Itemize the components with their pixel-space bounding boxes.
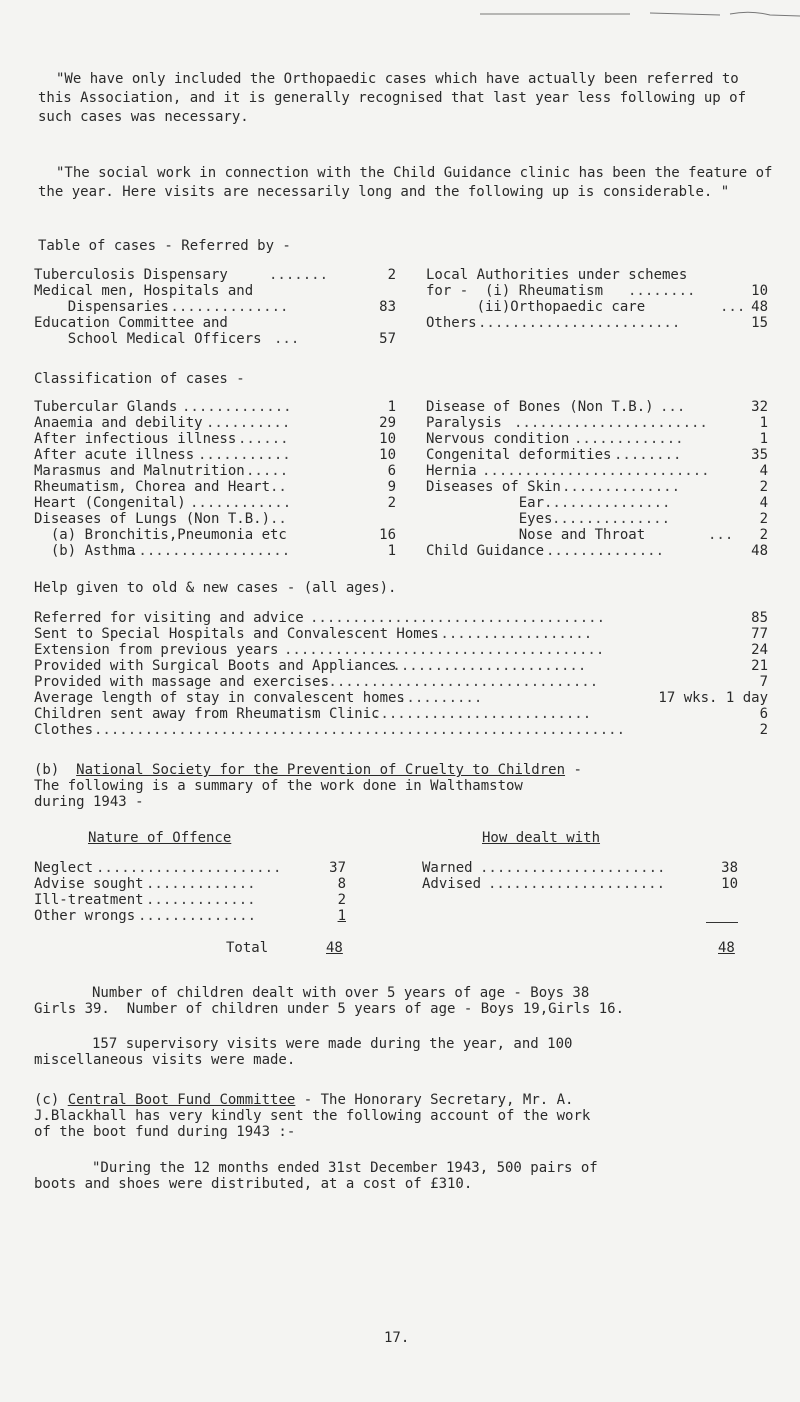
item-value: 17 wks. 1 day [658,690,768,706]
item-value: 29 [379,415,396,431]
item-label: School Medical Officers [34,331,262,347]
nspcc-summary-line: The following is a summary of the work done in Walthamstow [34,778,523,794]
item-value: 9 [387,479,396,495]
list-item: (b) Asthma ................... 1 [34,543,396,559]
item-label: Congenital deformities [426,447,612,463]
item-label: Average length of stay in convalescent homes [34,690,405,706]
list-item: Anaemia and debility .......... 29 [34,415,396,431]
classification-heading: Classification of cases - [34,371,245,387]
list-item: Dispensaries ............... 83 [34,299,396,315]
item-label: Diseases of Skin [426,479,561,495]
item-label: Ear [426,495,545,511]
list-item: Hernia ........................... 4 [426,463,768,479]
boot-fund-title: Central Boot Fund Committee [67,1092,296,1108]
item-value: 37 [329,860,346,876]
list-item: Diseases of Skin .............. 2 [426,479,768,495]
offence-column-heading: Nature of Offence [88,830,232,846]
item-value: 83 [379,299,396,315]
item-label: Nose and Throat [426,527,646,543]
list-item: After infectious illness ...... 10 [34,431,396,447]
list-item: Average length of stay in convalescent homes .......... 17 wks. 1 day [34,690,768,706]
list-item: School Medical Officers ... 57 [34,331,396,347]
list-item: Nose and Throat ... 2 [426,527,768,543]
item-label: Tubercular Glands [34,399,178,415]
list-item: Child Guidance .............. 48 [426,543,768,559]
visits-line: 157 supervisory visits were made during the year, and 100 [92,1036,573,1052]
list-item: Others ........................ 15 [426,315,768,331]
item-label: Dispensaries [34,299,169,315]
list-item: (ii)Orthopaedic care ... 48 [426,299,768,315]
item-value: 35 [751,447,768,463]
item-value: 4 [759,495,768,511]
item-label: Anaemia and debility [34,415,203,431]
scan-edge-mark [480,10,800,20]
list-item: After acute illness ........... 10 [34,447,396,463]
list-item [426,267,768,283]
item-label: Advise sought [34,876,144,892]
nspcc-summary-line: during 1943 - [34,794,144,810]
total-label: Total [226,940,269,956]
item-value: 24 [751,642,768,658]
item-label: Other wrongs [34,908,136,924]
item-value: 38 [721,860,738,876]
referred-heading: Table of cases - Referred by - [38,238,291,254]
item-value: 10 [379,447,396,463]
item-value: 10 [751,283,768,299]
item-value: 6 [759,706,768,722]
item-value: 77 [751,626,768,642]
list-item: Marasmus and Malnutrition ..... 6 [34,463,396,479]
list-item: Paralysis ....................... 1 [426,415,768,431]
item-value: 2 [759,511,768,527]
item-label: Paralysis [426,415,502,431]
item-label: Disease of Bones (Non T.B.) [426,399,654,415]
boot-line: J.Blackhall has very kindly sent the following account of the work [34,1108,591,1124]
item-value: 7 [759,674,768,690]
item-label: Education Committee and [34,315,228,331]
item-label: Medical men, Hospitals and [34,283,254,299]
item-label: Referred for visiting and advice [34,610,304,626]
total-offences: 48 [326,940,343,956]
item-label: After acute illness [34,447,195,463]
help-heading: Help given to old & new cases - (all ages). [34,580,397,596]
intro-paragraph-1: "We have only included the Orthopaedic cases which have actually been referred to this Association, and it is generally recognised that last year less following up of such cases was necessary. [38,71,747,125]
item-value: 2 [337,892,346,908]
item-value: 48 [751,299,768,315]
item-label: Hernia [426,463,477,479]
list-item: Ear ............... 4 [426,495,768,511]
list-item: Congenital deformities ........ 35 [426,447,768,463]
item-label: Nervous condition [426,431,570,447]
section-marker: (b) [34,762,60,778]
item-value: 85 [751,610,768,626]
list-item [34,527,396,543]
list-item: Heart (Congenital) ............ 2 [34,495,396,511]
list-item: Nervous condition ............. 1 [426,431,768,447]
list-item [34,315,396,331]
item-value: 2 [387,267,396,283]
item-label: Warned [422,860,473,876]
item-label: Clothes [34,722,94,738]
list-item: Diseases of Lungs (Non T.B.) .. [34,511,287,527]
nspcc-title: National Society for the Prevention of Cruelty to Children [76,762,566,778]
item-label: Rheumatism, Chorea and Heart [34,479,271,495]
item-value: 2 [759,722,768,738]
boot-quote-line: "During the 12 months ended 31st December 1943, 500 pairs of [92,1160,598,1176]
item-value: 1 [337,908,346,924]
item-value: 2 [759,527,768,543]
list-item: Provided with massage and exercises ................................. 7 [34,674,768,690]
item-value: 10 [379,431,396,447]
item-value: 15 [751,315,768,331]
item-label: Diseases of Lungs (Non T.B.) [34,511,271,527]
item-label: Child Guidance [426,543,545,559]
boot-quote-line: boots and shoes were distributed, at a cost of £310. [34,1176,473,1192]
item-value: 2 [387,495,396,511]
children-line: Number of children dealt with over 5 years of age - Boys 38 [92,985,590,1001]
item-value: 6 [387,463,396,479]
item-value: 1 [387,543,396,559]
item-label: Provided with massage and exercises [34,674,330,690]
list-item: Tuberculosis Dispensary ....... 2 [34,267,396,283]
item-label: Ill-treatment [34,892,144,908]
item-label: for - (i) Rheumatism [426,283,604,299]
item-label: Tuberculosis Dispensary [34,267,228,283]
list-item: Tubercular Glands ............. 1 [34,399,396,415]
item-value: 21 [751,658,768,674]
item-label: Sent to Special Hospitals and Convalescent Homes [34,626,439,642]
list-item: Disease of Bones (Non T.B.) ... 32 [426,399,768,415]
item-label: (b) Asthma [34,543,136,559]
item-label: Heart (Congenital) [34,495,186,511]
item-label: (ii)Orthopaedic care [426,299,646,315]
item-label: Provided with Surgical Boots and Appliances [34,658,397,674]
intro-paragraph-2: "The social work in connection with the Child Guidance clinic has been the feature of the year. Here visits are necessarily long and the following up is considerable. " [38,165,773,200]
children-line: Girls 39. Number of children under 5 years of age - Boys 19,Girls 16. [34,1001,625,1017]
list-item: Children sent away from Rheumatism Clinic .......................... 6 [34,706,768,722]
list-item: Provided with Surgical Boots and Appliances ........................ 21 [34,658,768,674]
item-label: Local Authorities under schemes [426,267,688,283]
item-label: (a) Bronchitis,Pneumonia etc [34,527,287,543]
total-rule [706,922,738,923]
item-value: 1 [759,431,768,447]
list-item: Extension from previous years ...................................... 24 [34,642,768,658]
list-item: Clothes ............................................................... 2 [34,722,768,738]
list-item: Neglect ...................... 37 [34,860,346,876]
section-marker: (c) [34,1092,60,1108]
list-item: Other wrongs .............. 1 [34,908,346,924]
list-item: Warned ...................... 38 [422,860,738,876]
list-item: Referred for visiting and advice ................................... 85 [34,610,768,626]
item-value: 1 [759,415,768,431]
list-item: Sent to Special Hospitals and Convalescent Homes ................... 77 [34,626,768,642]
item-label: After infectious illness [34,431,237,447]
visits-line: miscellaneous visits were made. [34,1052,296,1068]
page-number: 17. [384,1330,410,1346]
list-item: Rheumatism, Chorea and Heart .. 9 [34,479,396,495]
boot-title-line: (c) Central Boot Fund Committee - The Honorary Secretary, Mr. A. [34,1092,574,1108]
list-item: Advise sought ............. 8 [34,876,346,892]
list-item [34,283,396,299]
item-label: Neglect [34,860,94,876]
item-value: 4 [759,463,768,479]
dealt-column-heading: How dealt with [482,830,601,846]
list-item: Advised ..................... 10 [422,876,738,892]
item-label: Children sent away from Rheumatism Clinic [34,706,380,722]
item-value: 48 [751,543,768,559]
nspcc-title-line: (b) National Society for the Prevention of Cruelty to Children - [34,762,582,778]
list-item: Eyes .............. 2 [426,511,768,527]
item-label: Eyes [426,511,553,527]
item-value: 8 [337,876,346,892]
item-label: Marasmus and Malnutrition [34,463,245,479]
item-value: 2 [759,479,768,495]
item-value: 1 [387,399,396,415]
list-item: Ill-treatment ............. 2 [34,892,346,908]
total-dealt: 48 [718,940,735,956]
item-value: 57 [379,331,396,347]
item-label: Extension from previous years [34,642,279,658]
item-label: Advised [422,876,482,892]
item-label: Others [426,315,477,331]
item-value: 10 [721,876,738,892]
boot-line: of the boot fund during 1943 :- [34,1124,296,1140]
list-item: for - (i) Rheumatism ........ 10 [426,283,768,299]
item-value: 16 [379,527,396,543]
item-value: 32 [751,399,768,415]
